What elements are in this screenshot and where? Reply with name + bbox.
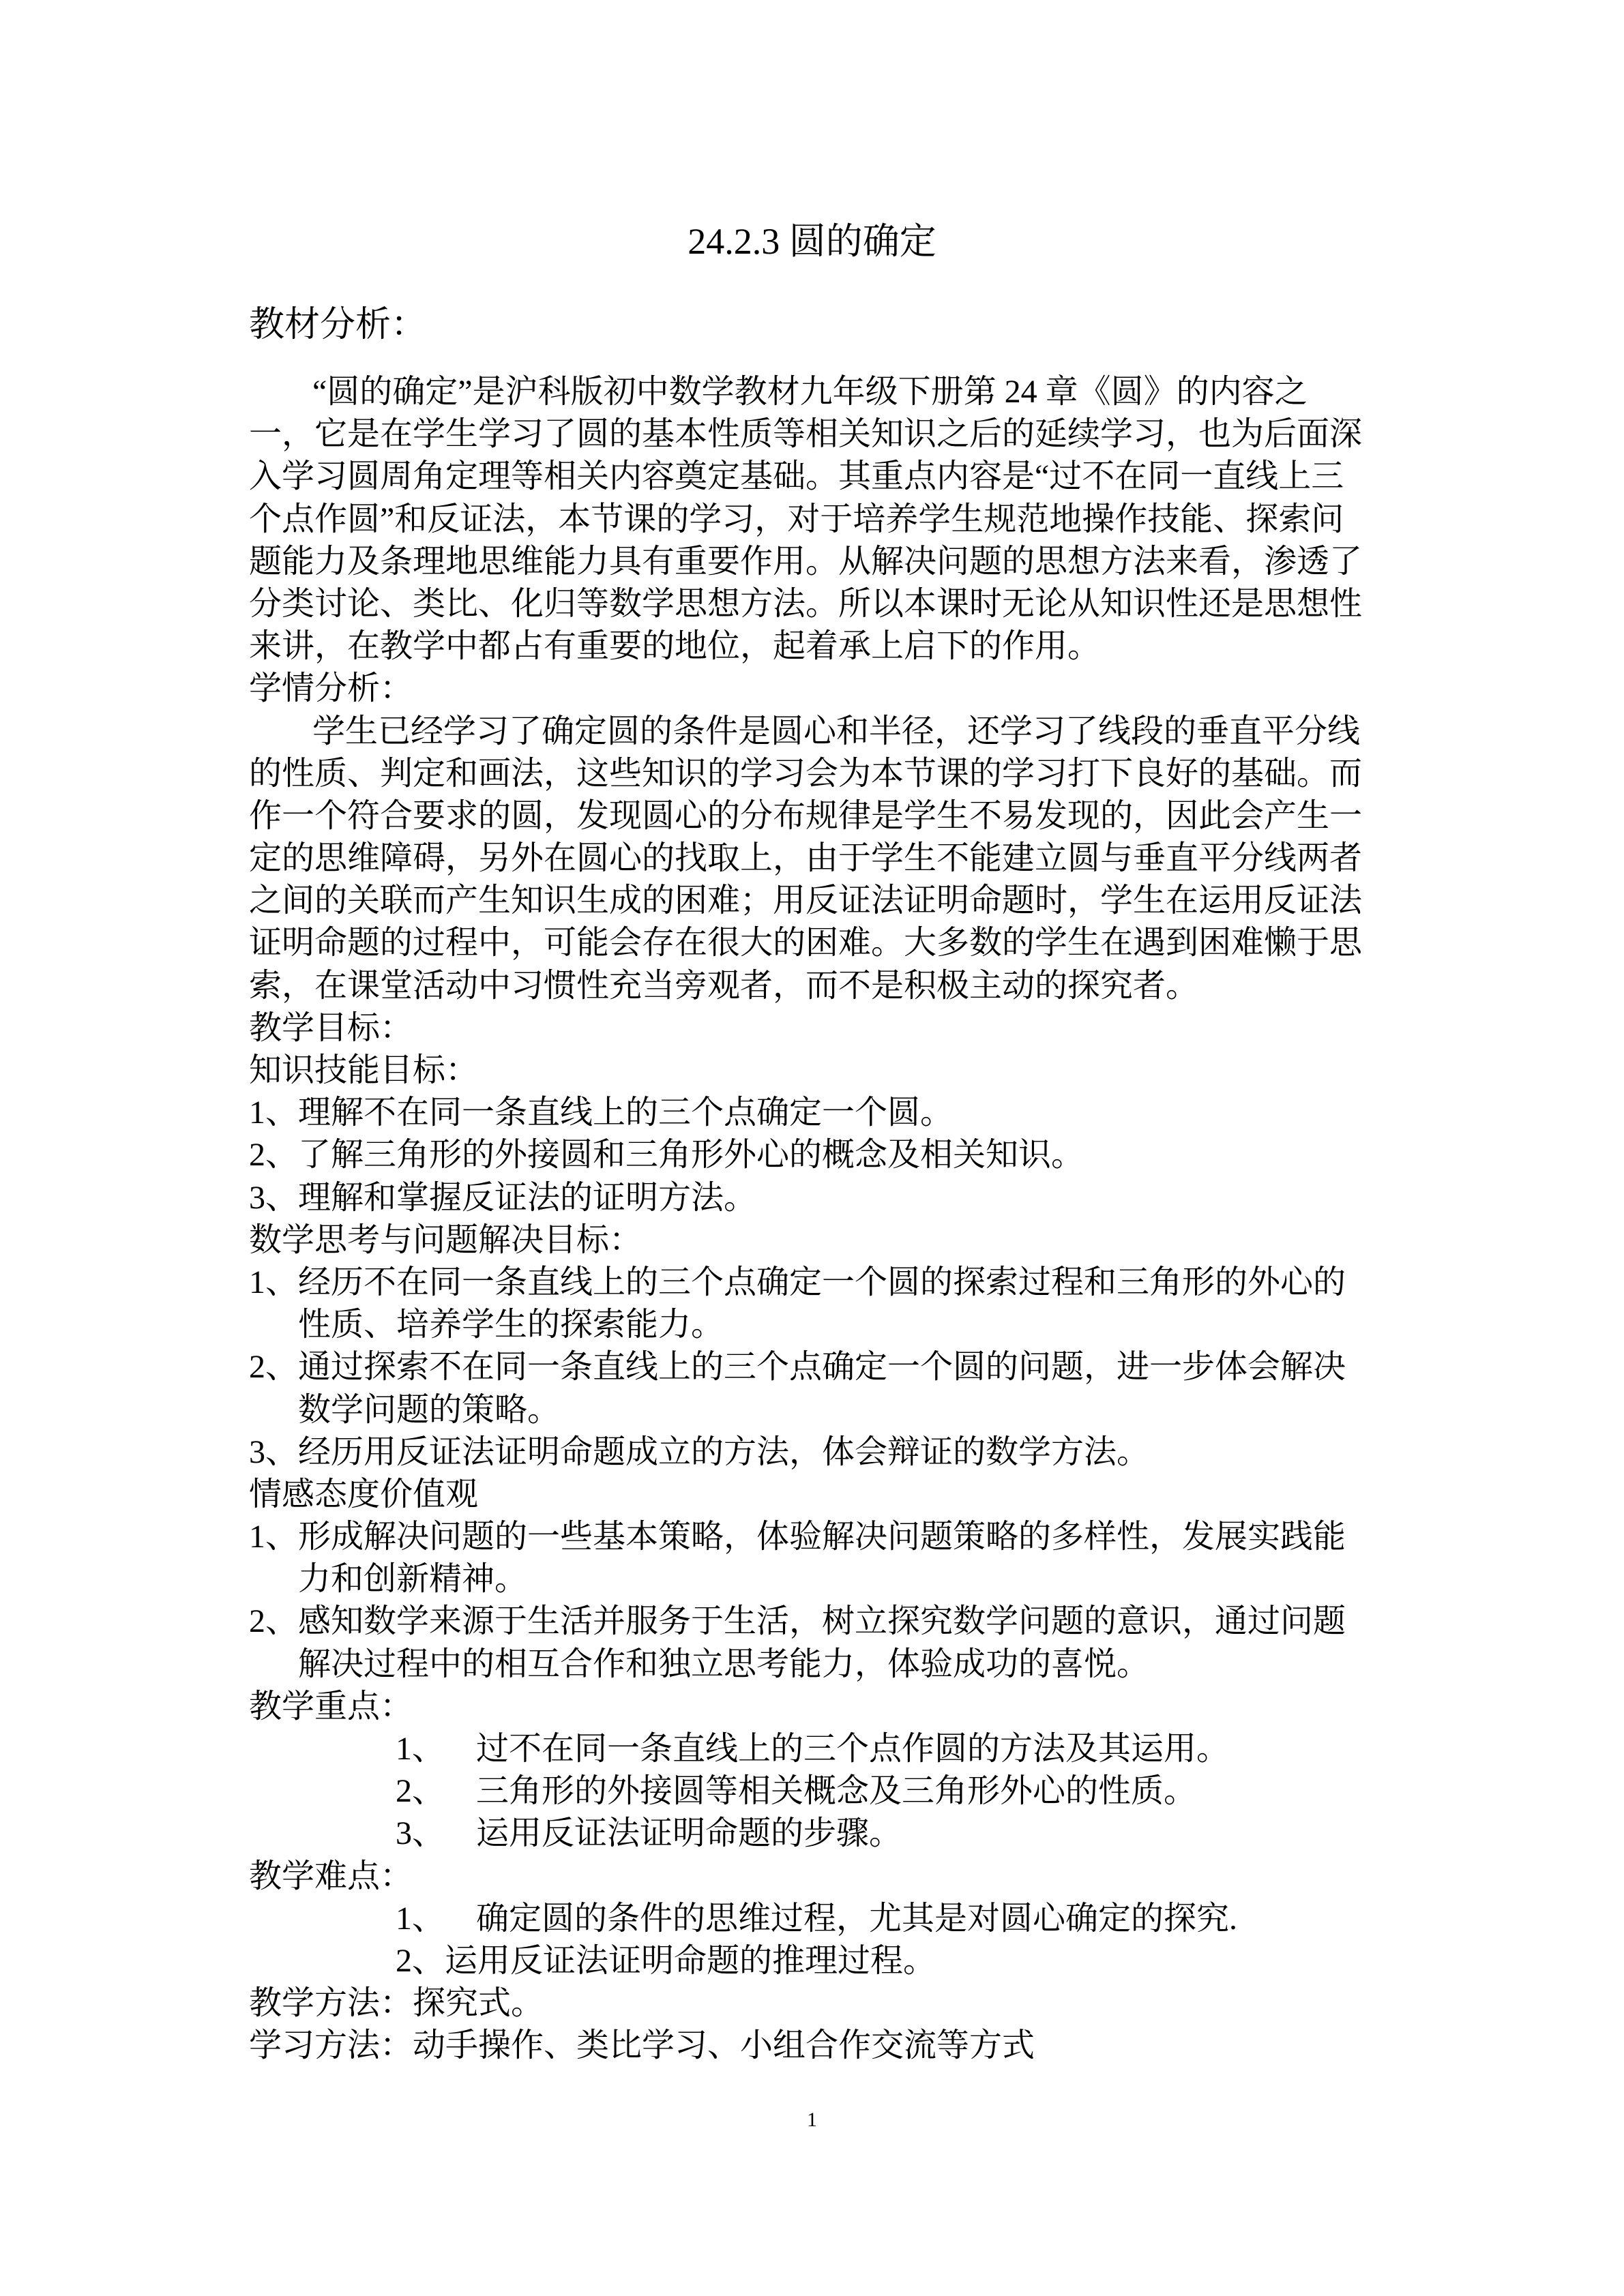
page-number: 1 [807,2108,817,2131]
section-heading-material-analysis: 教材分析： [249,305,427,344]
paragraph-line: 证明命题的过程中，可能会存在很大的困难。大多数的学生在遇到困难懒于思 [249,925,1363,961]
paragraph-line: 索，在课堂活动中习惯性充当旁观者，而不是积极主动的探究者。 [249,967,1199,1004]
list-item-text: 经历不在同一条直线上的三个点确定一个圆的探索过程和三角形的外心的 [298,1264,1346,1300]
list-item [249,1770,1374,1813]
paragraph-line: 定的思维障碍，另外在圆心的找取上，由于学生不能建立圆与垂直平分线两者 [249,840,1363,877]
list-item-continuation: 力和创新精神。 [298,1561,528,1598]
list-item-number: 2、 [396,1773,445,1810]
teaching-method [249,1982,1374,2025]
list-item [249,1431,1374,1474]
paragraph-line: 之间的关联而产生知识生成的困难；用反证法证明命题时，学生在运用反证法 [249,882,1363,919]
list-item-text: 三角形的外接圆等相关概念及三角形外心的性质。 [476,1773,1197,1810]
paragraph-line: 分类讨论、类比、化归等数学思想方法。所以本课时无论从知识性还是思想性 [249,585,1363,622]
list-item-number: 2、 [249,1603,299,1640]
list-item-number: 1、 [396,1731,445,1767]
list-item-continuation: 解决过程中的相互合作和独立思考能力，体验成功的喜悦。 [298,1645,1150,1682]
list-item-text: 经历用反证法证明命题成立的方法，体会辩证的数学方法。 [298,1433,1150,1470]
paragraph-line: 个点作圆”和反证法，本节课的学习，对于培养学生规范地操作技能、探索问 [249,501,1344,537]
document-title: 24.2.3 圆的确定 [688,221,936,262]
paragraph-line: 学生已经学习了确定圆的条件是圆心和半径，还学习了线段的垂直平分线 [312,713,1361,749]
list-item-text: 过不在同一条直线上的三个点作圆的方法及其运用。 [476,1731,1230,1767]
section-heading-difficulties: 教学难点： [249,1858,413,1894]
paragraph-line: 一，它是在学生学习了圆的基本性质等相关知识之后的延续学习，也为后面深 [249,416,1363,453]
list-item [249,1940,1374,1982]
paragraph-line: 来讲，在教学中都占有重要的地位，起着承上启下的作用。 [249,628,1101,665]
document-body [249,371,1374,2068]
paragraph-line: 作一个符合要求的圆，发现圆心的分布规律是学生不易发现的，因此会产生一 [249,797,1363,834]
list-item: 2、了解三角形的外接圆和三角形外心的概念及相关知识。 [249,1137,1084,1174]
list-item [249,1813,1374,1855]
learning-method-label: 学习方法： [249,2027,413,2064]
learning-method-value: 动手操作、类比学习、小组合作交流等方式 [413,2027,1035,2064]
subheading-attitude-values: 情感态度价值观 [249,1476,479,1512]
subheading-knowledge-skills: 知识技能目标： [249,1052,479,1088]
teaching-method-label: 教学方法： [249,1985,413,2022]
teaching-method-value: 探究式。 [413,1985,544,2022]
list-item-continuation: 数学问题的策略。 [298,1391,561,1428]
list-item: 1、理解不在同一条直线上的三个点确定一个圆。 [249,1094,954,1131]
list-item-number: 3、 [396,1815,445,1852]
paragraph-line: 的性质、判定和画法，这些知识的学习会为本节课的学习打下良好的基础。而 [249,755,1363,792]
list-item-text: 形成解决问题的一些基本策略，体验解决问题策略的多样性，发展实践能 [298,1519,1346,1555]
list-item [249,1728,1374,1770]
list-item: 3、理解和掌握反证法的证明方法。 [249,1179,757,1216]
list-item-number: 2、 [249,1349,299,1386]
list-item-number: 1、 [396,1900,445,1937]
section-heading-key-points: 教学重点： [249,1688,413,1725]
list-item-number: 1、 [249,1519,299,1555]
list-item-text: 运用反证法证明命题的步骤。 [476,1815,902,1852]
list-item-text: 运用反证法证明命题的推理过程。 [445,1942,936,1979]
paragraph-line: “圆的确定”是沪科版初中数学教材九年级下册第 24 章《圆》的内容之 [312,374,1308,410]
learning-method [249,2025,1374,2067]
list-item [249,1346,1374,1388]
list-item-text: 确定圆的条件的思维过程，尤其是对圆心确定的探究. [476,1900,1238,1937]
list-item-continuation: 性质、培养学生的探索能力。 [298,1307,724,1343]
subheading-math-thinking: 数学思考与问题解决目标： [249,1221,643,1258]
list-item-number: 3、 [249,1433,299,1470]
paragraph-line: 题能力及条理地思维能力具有重要作用。从解决问题的思想方法来看，渗透了 [249,543,1363,580]
list-item-text: 感知数学来源于生活并服务于生活，树立探究数学问题的意识，通过问题 [298,1603,1346,1640]
list-item-text: 通过探索不在同一条直线上的三个点确定一个圆的问题，进一步体会解决 [298,1349,1346,1386]
list-item-number: 2、 [396,1942,445,1979]
list-item-number: 1、 [249,1264,299,1300]
section-heading-teaching-goals: 教学目标： [249,1009,413,1046]
list-item [249,1262,1374,1304]
section-heading-student-analysis: 学情分析： [249,670,413,707]
list-item [249,1600,1374,1643]
list-item [249,1516,1374,1558]
paragraph-line: 入学习圆周角定理等相关内容奠定基础。其重点内容是“过不在同一直线上三 [249,458,1344,495]
list-item [249,1898,1374,1940]
